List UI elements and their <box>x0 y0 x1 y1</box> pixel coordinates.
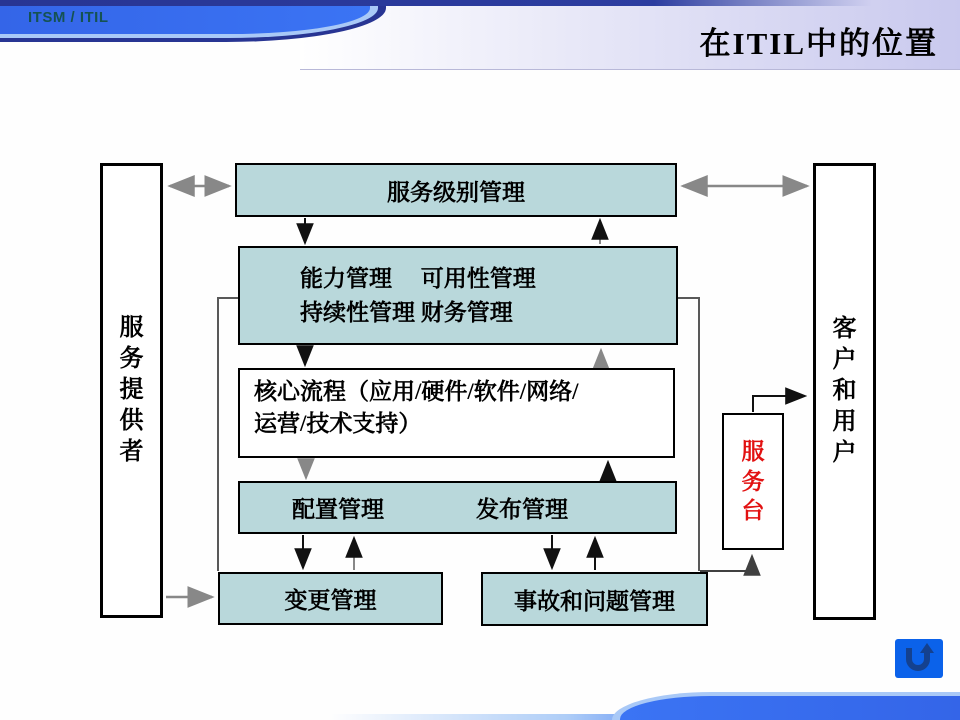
core-process-line1: 核心流程（应用/硬件/软件/网络/ <box>254 379 579 404</box>
box-customers-users <box>813 163 876 620</box>
arrow-into-servicedesk <box>700 556 752 571</box>
box-core-process <box>238 368 675 458</box>
box-config-release <box>238 481 677 534</box>
core-process-line2: 运营/技术支持） <box>254 411 422 437</box>
box-service-provider <box>100 163 163 618</box>
release-mgmt-label: 发布管理 <box>476 497 568 522</box>
box-service-level-mgmt <box>235 163 677 217</box>
box-tactical-processes <box>238 246 678 345</box>
footer-swoosh-blue <box>620 696 960 720</box>
tactical-line2: 持续性管理 财务管理 <box>300 299 513 325</box>
u-turn-icon <box>895 639 943 678</box>
box-incident-problem <box>481 572 708 626</box>
service-desk-label: 服务台 <box>741 438 765 524</box>
change-mgmt-label: 变更管理 <box>284 588 377 613</box>
service-provider-label: 服务提供者 <box>119 314 144 466</box>
customers-users-label: 客户和用户 <box>832 315 857 467</box>
box-change-mgmt <box>218 572 443 625</box>
config-mgmt-label: 配置管理 <box>292 497 384 522</box>
incident-problem-label: 事故和问题管理 <box>514 588 675 614</box>
tactical-line1: 能力管理 可用性管理 <box>300 266 536 292</box>
header-navy-strip <box>0 0 872 6</box>
arrow-servicedesk-customers <box>753 396 805 412</box>
service-level-mgmt-label: 服务级别管理 <box>387 179 525 205</box>
box-service-desk <box>722 413 784 550</box>
page-title: 在ITIL中的位置 <box>699 26 938 61</box>
return-button[interactable] <box>895 639 943 678</box>
corner-label: ITSM / ITIL <box>28 9 109 26</box>
